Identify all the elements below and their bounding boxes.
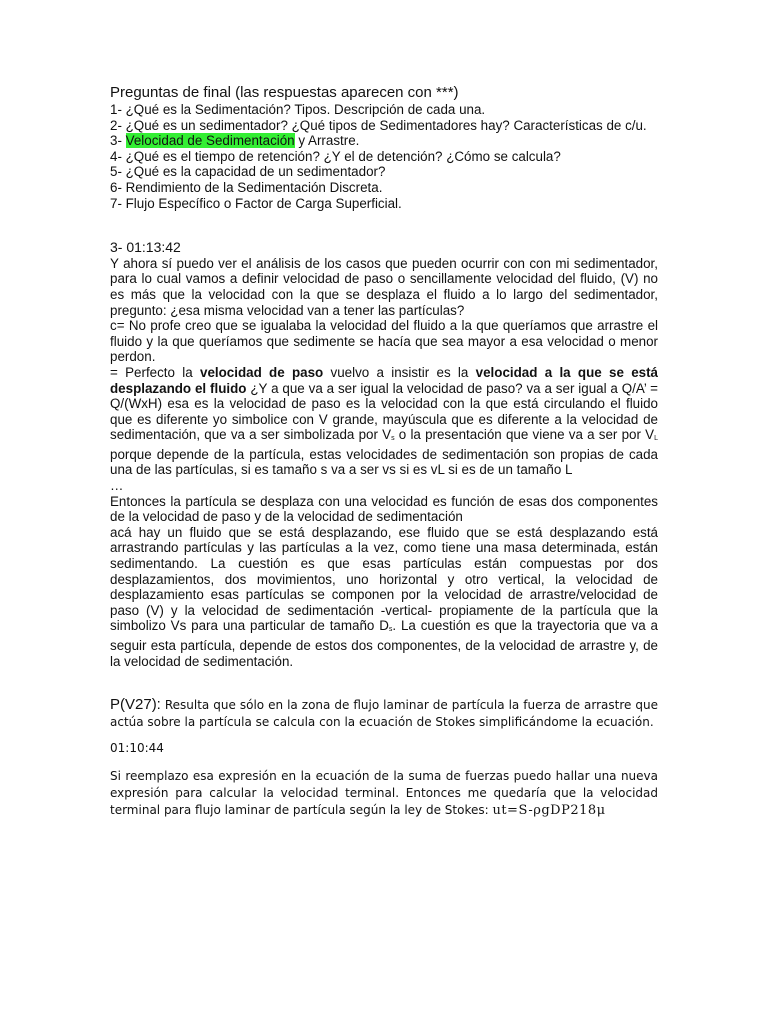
paragraph-3 bbox=[110, 365, 658, 478]
paragraph-3-text-a: = Perfecto la bbox=[110, 364, 200, 380]
question-7: 7- Flujo Específico o Factor de Carga Superficial. bbox=[110, 195, 402, 211]
question-3 bbox=[110, 133, 658, 149]
bold-velocidad-fluido: velocidad a la que se está desplazando el fluido bbox=[110, 364, 658, 396]
question-5: 5- ¿Qué es la capacidad de un sedimentador? bbox=[110, 164, 386, 180]
subscript-s: s bbox=[391, 435, 395, 443]
paragraph-3-text-d: ¿Y a que va a ser igual la velocidad de paso? va a ser igual a Q/A’ = Q/(WxH) esa es la velocidad de paso es la velocidad con la que está circulando el fluido que es diferente yo simbolice con V grande, mayúscula que es diferente a la velocidad de sedimentación, que va a ser simbolizada por V bbox=[110, 380, 658, 443]
question-6: 6- Rendimiento de la Sedimentación Discreta. bbox=[110, 179, 383, 195]
questions-title: Preguntas de final (las respuestas aparecen con ***) bbox=[110, 84, 459, 101]
paragraph-3-text-f: porque depende de la partícula, estas velocidades de sedimentación son propias de cada una de las partículas, si es tamaño s va a ser vs si es vL si es de un tamaño L bbox=[110, 446, 658, 478]
paragraph-5-text-a: acá hay un fluido que se está desplazando, ese fluido que se está desplazando está arrastrando partículas y las partículas a la vez, como tiene una masa determinada, están sedimentando. La cuestión es que esas partículas están compuestas por dos desplazamientos, dos movimientos, uno horizontal y otro vertical, la velocidad de desplazamiento esas partículas se componen por la velocidad de arrastre/velocidad de paso (V) y la velocidad de sedimentación -vertical- propiamente de la partícula que la simbolizo Vs para una particular de tamaño D bbox=[110, 524, 658, 634]
p27-text: Resulta que sólo en la zona de flujo laminar de partícula la fuerza de arrastre que actúa sobre la partícula se calcula con la ecuación de Stokes simplificándome la ecuación. bbox=[110, 698, 658, 730]
subscript-l: L bbox=[654, 435, 658, 443]
section-3-timestamp: 3- 01:13:42 bbox=[110, 239, 181, 256]
stokes-text: Si reemplazo esa expresión en la ecuación de la suma de fuerzas puedo hallar una nueva expresión para calcular la velocidad terminal. Entonces me quedaría que la velocidad terminal para flujo laminar de partícula según la ley de Stokes: bbox=[110, 769, 658, 818]
stokes-formula: ut=S-ρgDP218μ bbox=[492, 803, 606, 819]
questions-section bbox=[110, 84, 658, 211]
paragraph-5 bbox=[110, 525, 658, 669]
paragraph-2: c= No profe creo que se igualaba la velocidad del fluido a la que queríamos que arrastre el fluido y la que queríamos que sedimente se hacía que sea mayor a esa velocidad o menor perdon. bbox=[110, 318, 658, 365]
section-p27 bbox=[110, 697, 658, 731]
p27-label: P(V27): bbox=[110, 696, 161, 714]
question-3-suffix: y Arrastre. bbox=[294, 133, 360, 149]
paragraph-3-text-e: o la presentación que viene va a ser por V bbox=[394, 427, 655, 443]
p27-timestamp: 01:10:44 bbox=[110, 741, 164, 756]
section-3-body bbox=[110, 256, 658, 669]
question-3-prefix: 3- bbox=[110, 133, 126, 149]
stokes-paragraph bbox=[110, 768, 658, 819]
paragraph-4: Entonces la partícula se desplaza con una velocidad es función de esas dos componentes de la velocidad de paso y de la velocidad de sedimentación bbox=[110, 493, 658, 525]
paragraph-5-text-b: . La cuestión es que la trayectoria que va a seguir esta partícula, depende de estos dos componentes, de la velocidad de arrastre y, de la velocidad de sedimentación. bbox=[110, 618, 658, 669]
document-page bbox=[110, 84, 658, 819]
bold-velocidad-de-paso: velocidad de paso bbox=[200, 364, 324, 380]
question-4: 4- ¿Qué es el tiempo de retención? ¿Y el de detención? ¿Cómo se calcula? bbox=[110, 148, 561, 164]
question-1: 1- ¿Qué es la Sedimentación? Tipos. Descripción de cada una. bbox=[110, 102, 486, 117]
ellipsis: … bbox=[110, 478, 124, 494]
paragraph-3-text-c: vuelvo a insistir es la bbox=[323, 364, 476, 380]
question-3-highlight: Velocidad de Sedimentación bbox=[125, 133, 295, 149]
paragraph-1: Y ahora sí puedo ver el análisis de los casos que pueden ocurrir con con mi sedimentador, para lo cual vamos a definir velocidad de paso o sencillamente velocidad del fluido, (V) no es más que la velocidad con la que se desplaza el fluido a lo largo del sedimentador, pregunto: ¿esa misma velocidad van a tener las partículas? bbox=[110, 255, 658, 318]
question-2: 2- ¿Qué es un sedimentador? ¿Qué tipos de Sedimentadores hay? Características de c/u. bbox=[110, 117, 647, 133]
subscript-ds: s bbox=[388, 626, 393, 634]
